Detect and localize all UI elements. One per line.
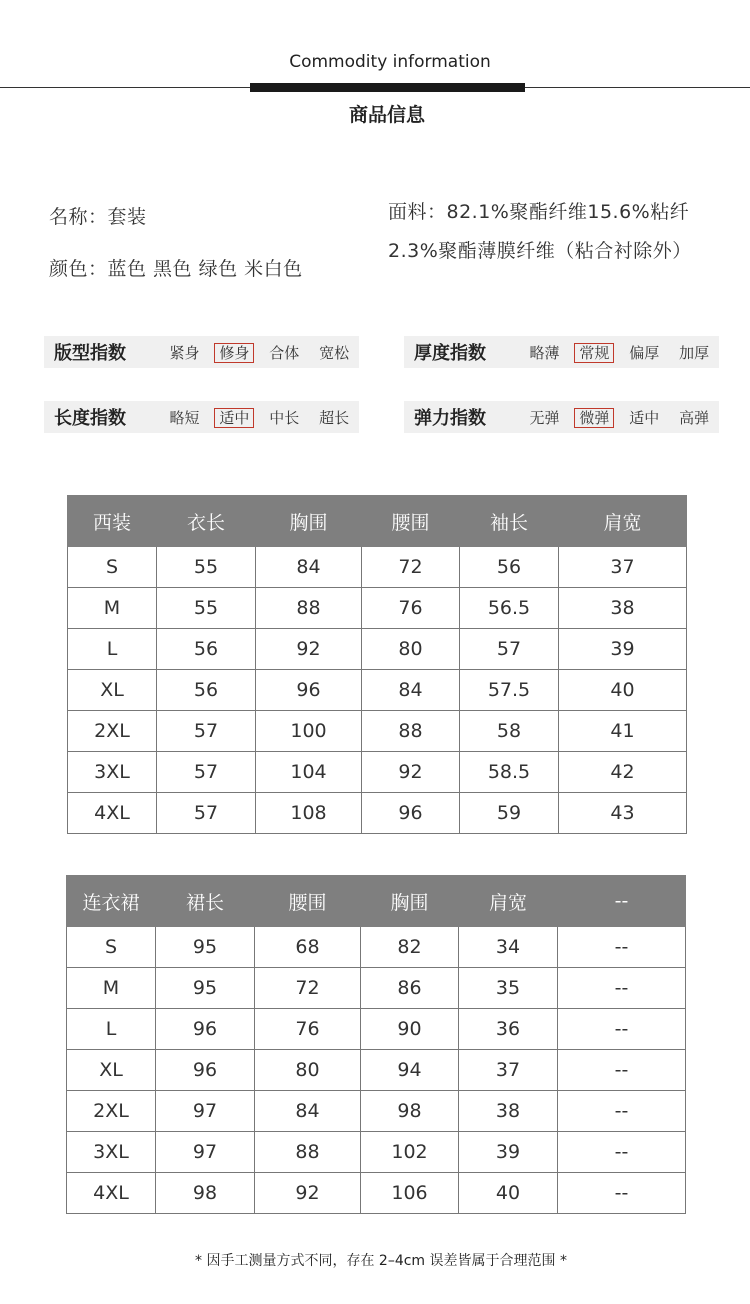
table-cell: 37	[559, 547, 687, 588]
column-header: 连衣裙	[67, 876, 156, 927]
table-cell: 57	[157, 711, 256, 752]
table-cell: --	[558, 968, 686, 1009]
table-header-row	[68, 496, 687, 547]
table-cell: XL	[68, 670, 157, 711]
table-cell: 4XL	[68, 793, 157, 834]
index-title: 长度指数	[54, 408, 126, 429]
table-cell: --	[558, 1009, 686, 1050]
column-header: 胸围	[256, 496, 362, 547]
column-header: 肩宽	[459, 876, 558, 927]
table-cell: S	[68, 547, 157, 588]
column-header: 胸围	[361, 876, 459, 927]
table-cell: 2XL	[68, 711, 157, 752]
index-title: 厚度指数	[414, 343, 486, 364]
fit-index	[44, 336, 359, 368]
table-cell: 59	[460, 793, 559, 834]
table-cell: 55	[157, 547, 256, 588]
table-cell: 38	[459, 1091, 558, 1132]
table-row	[67, 927, 686, 968]
table-cell: 4XL	[67, 1173, 156, 1214]
table-cell: --	[558, 1132, 686, 1173]
column-header: --	[558, 876, 686, 927]
table-cell: 76	[362, 588, 460, 629]
table-row	[67, 1050, 686, 1091]
index-option: 偏厚	[629, 343, 660, 362]
elasticity-index	[404, 401, 719, 433]
table-row	[68, 752, 687, 793]
index-option: 略薄	[529, 343, 560, 362]
table-cell: 37	[459, 1050, 558, 1091]
table-cell: 3XL	[67, 1132, 156, 1173]
index-option: 超长	[319, 408, 350, 427]
table-header-row	[67, 876, 686, 927]
table-cell: 95	[156, 968, 255, 1009]
table-cell: 80	[362, 629, 460, 670]
length-index	[44, 401, 359, 433]
table-row	[67, 1009, 686, 1050]
measurement-footnote: * 因手工测量方式不同，存在 2–4cm 误差皆属于合理范围 *	[195, 1253, 567, 1269]
table-cell: --	[558, 1091, 686, 1132]
index-option-selected: 修身	[209, 342, 259, 363]
table-row	[68, 793, 687, 834]
index-option: 中长	[269, 408, 300, 427]
table-cell: 92	[256, 629, 362, 670]
column-header: 袖长	[460, 496, 559, 547]
table-cell: 84	[256, 547, 362, 588]
table-cell: L	[67, 1009, 156, 1050]
table-cell: 35	[459, 968, 558, 1009]
table-cell: 42	[559, 752, 687, 793]
table-cell: 96	[156, 1009, 255, 1050]
table-cell: 2XL	[67, 1091, 156, 1132]
product-fabric-line2: 2.3%聚酯薄膜纤维（粘合衬除外）	[388, 240, 692, 262]
suit-size-table	[67, 495, 687, 834]
table-cell: 57	[157, 793, 256, 834]
product-name: 名称：套装	[49, 206, 147, 228]
index-option: 宽松	[319, 343, 350, 362]
table-cell: 36	[459, 1009, 558, 1050]
index-option: 高弹	[679, 408, 710, 427]
table-cell: 72	[362, 547, 460, 588]
index-option: 加厚	[679, 343, 710, 362]
table-cell: 84	[255, 1091, 361, 1132]
index-option-selected: 微弹	[569, 407, 619, 428]
index-option: 适中	[629, 408, 660, 427]
table-cell: 58.5	[460, 752, 559, 793]
column-header: 腰围	[362, 496, 460, 547]
table-row	[67, 1173, 686, 1214]
table-cell: 56	[157, 670, 256, 711]
table-cell: 92	[255, 1173, 361, 1214]
column-header: 肩宽	[559, 496, 687, 547]
table-cell: 96	[156, 1050, 255, 1091]
table-cell: 57	[460, 629, 559, 670]
table-cell: 102	[361, 1132, 459, 1173]
table-cell: 100	[256, 711, 362, 752]
index-option: 略短	[169, 408, 200, 427]
product-fabric-line1: 面料：82.1%聚酯纤维15.6%粘纤	[388, 201, 690, 223]
column-header: 裙长	[156, 876, 255, 927]
table-row	[67, 1091, 686, 1132]
table-cell: 39	[459, 1132, 558, 1173]
column-header: 衣长	[157, 496, 256, 547]
table-cell: 96	[362, 793, 460, 834]
table-row	[68, 588, 687, 629]
index-title: 版型指数	[54, 343, 126, 364]
table-cell: 97	[156, 1091, 255, 1132]
table-row	[68, 629, 687, 670]
index-option: 合体	[269, 343, 300, 362]
column-header: 西装	[68, 496, 157, 547]
table-row	[68, 547, 687, 588]
index-title: 弹力指数	[414, 408, 486, 429]
index-option: 紧身	[169, 343, 200, 362]
table-cell: 96	[256, 670, 362, 711]
table-cell: 39	[559, 629, 687, 670]
table-cell: 68	[255, 927, 361, 968]
table-row	[68, 711, 687, 752]
index-option-selected: 常规	[569, 342, 619, 363]
table-cell: 98	[361, 1091, 459, 1132]
table-cell: 57.5	[460, 670, 559, 711]
column-header: 腰围	[255, 876, 361, 927]
table-cell: 80	[255, 1050, 361, 1091]
table-cell: 43	[559, 793, 687, 834]
table-cell: 38	[559, 588, 687, 629]
table-cell: XL	[67, 1050, 156, 1091]
table-cell: 55	[157, 588, 256, 629]
section-title-en: Commodity information	[289, 52, 491, 72]
table-cell: 86	[361, 968, 459, 1009]
table-cell: 58	[460, 711, 559, 752]
thickness-index	[404, 336, 719, 368]
product-colors: 颜色：蓝色 黑色 绿色 米白色	[49, 258, 303, 280]
table-cell: 34	[459, 927, 558, 968]
table-cell: 3XL	[68, 752, 157, 793]
table-cell: 88	[255, 1132, 361, 1173]
table-cell: 40	[559, 670, 687, 711]
table-cell: 98	[156, 1173, 255, 1214]
table-row	[67, 1132, 686, 1173]
table-cell: 84	[362, 670, 460, 711]
table-cell: 97	[156, 1132, 255, 1173]
table-cell: 88	[256, 588, 362, 629]
table-cell: --	[558, 1173, 686, 1214]
table-cell: 90	[361, 1009, 459, 1050]
index-option-selected: 适中	[209, 407, 259, 428]
section-title-cn: 商品信息	[348, 104, 425, 126]
header-accent-bar	[250, 83, 525, 92]
table-cell: M	[67, 968, 156, 1009]
table-cell: 76	[255, 1009, 361, 1050]
table-cell: --	[558, 927, 686, 968]
table-cell: 82	[361, 927, 459, 968]
dress-size-table	[66, 875, 686, 1214]
table-cell: S	[67, 927, 156, 968]
table-cell: 56	[157, 629, 256, 670]
table-cell: 72	[255, 968, 361, 1009]
table-cell: 57	[157, 752, 256, 793]
table-cell: 104	[256, 752, 362, 793]
table-cell: 88	[362, 711, 460, 752]
index-option: 无弹	[529, 408, 560, 427]
table-cell: 92	[362, 752, 460, 793]
table-row	[67, 968, 686, 1009]
table-cell: 56	[460, 547, 559, 588]
table-cell: 94	[361, 1050, 459, 1091]
table-row	[68, 670, 687, 711]
table-cell: 56.5	[460, 588, 559, 629]
table-cell: M	[68, 588, 157, 629]
table-cell: 40	[459, 1173, 558, 1214]
table-cell: 41	[559, 711, 687, 752]
table-cell: 108	[256, 793, 362, 834]
table-cell: 95	[156, 927, 255, 968]
table-cell: --	[558, 1050, 686, 1091]
table-cell: L	[68, 629, 157, 670]
table-cell: 106	[361, 1173, 459, 1214]
